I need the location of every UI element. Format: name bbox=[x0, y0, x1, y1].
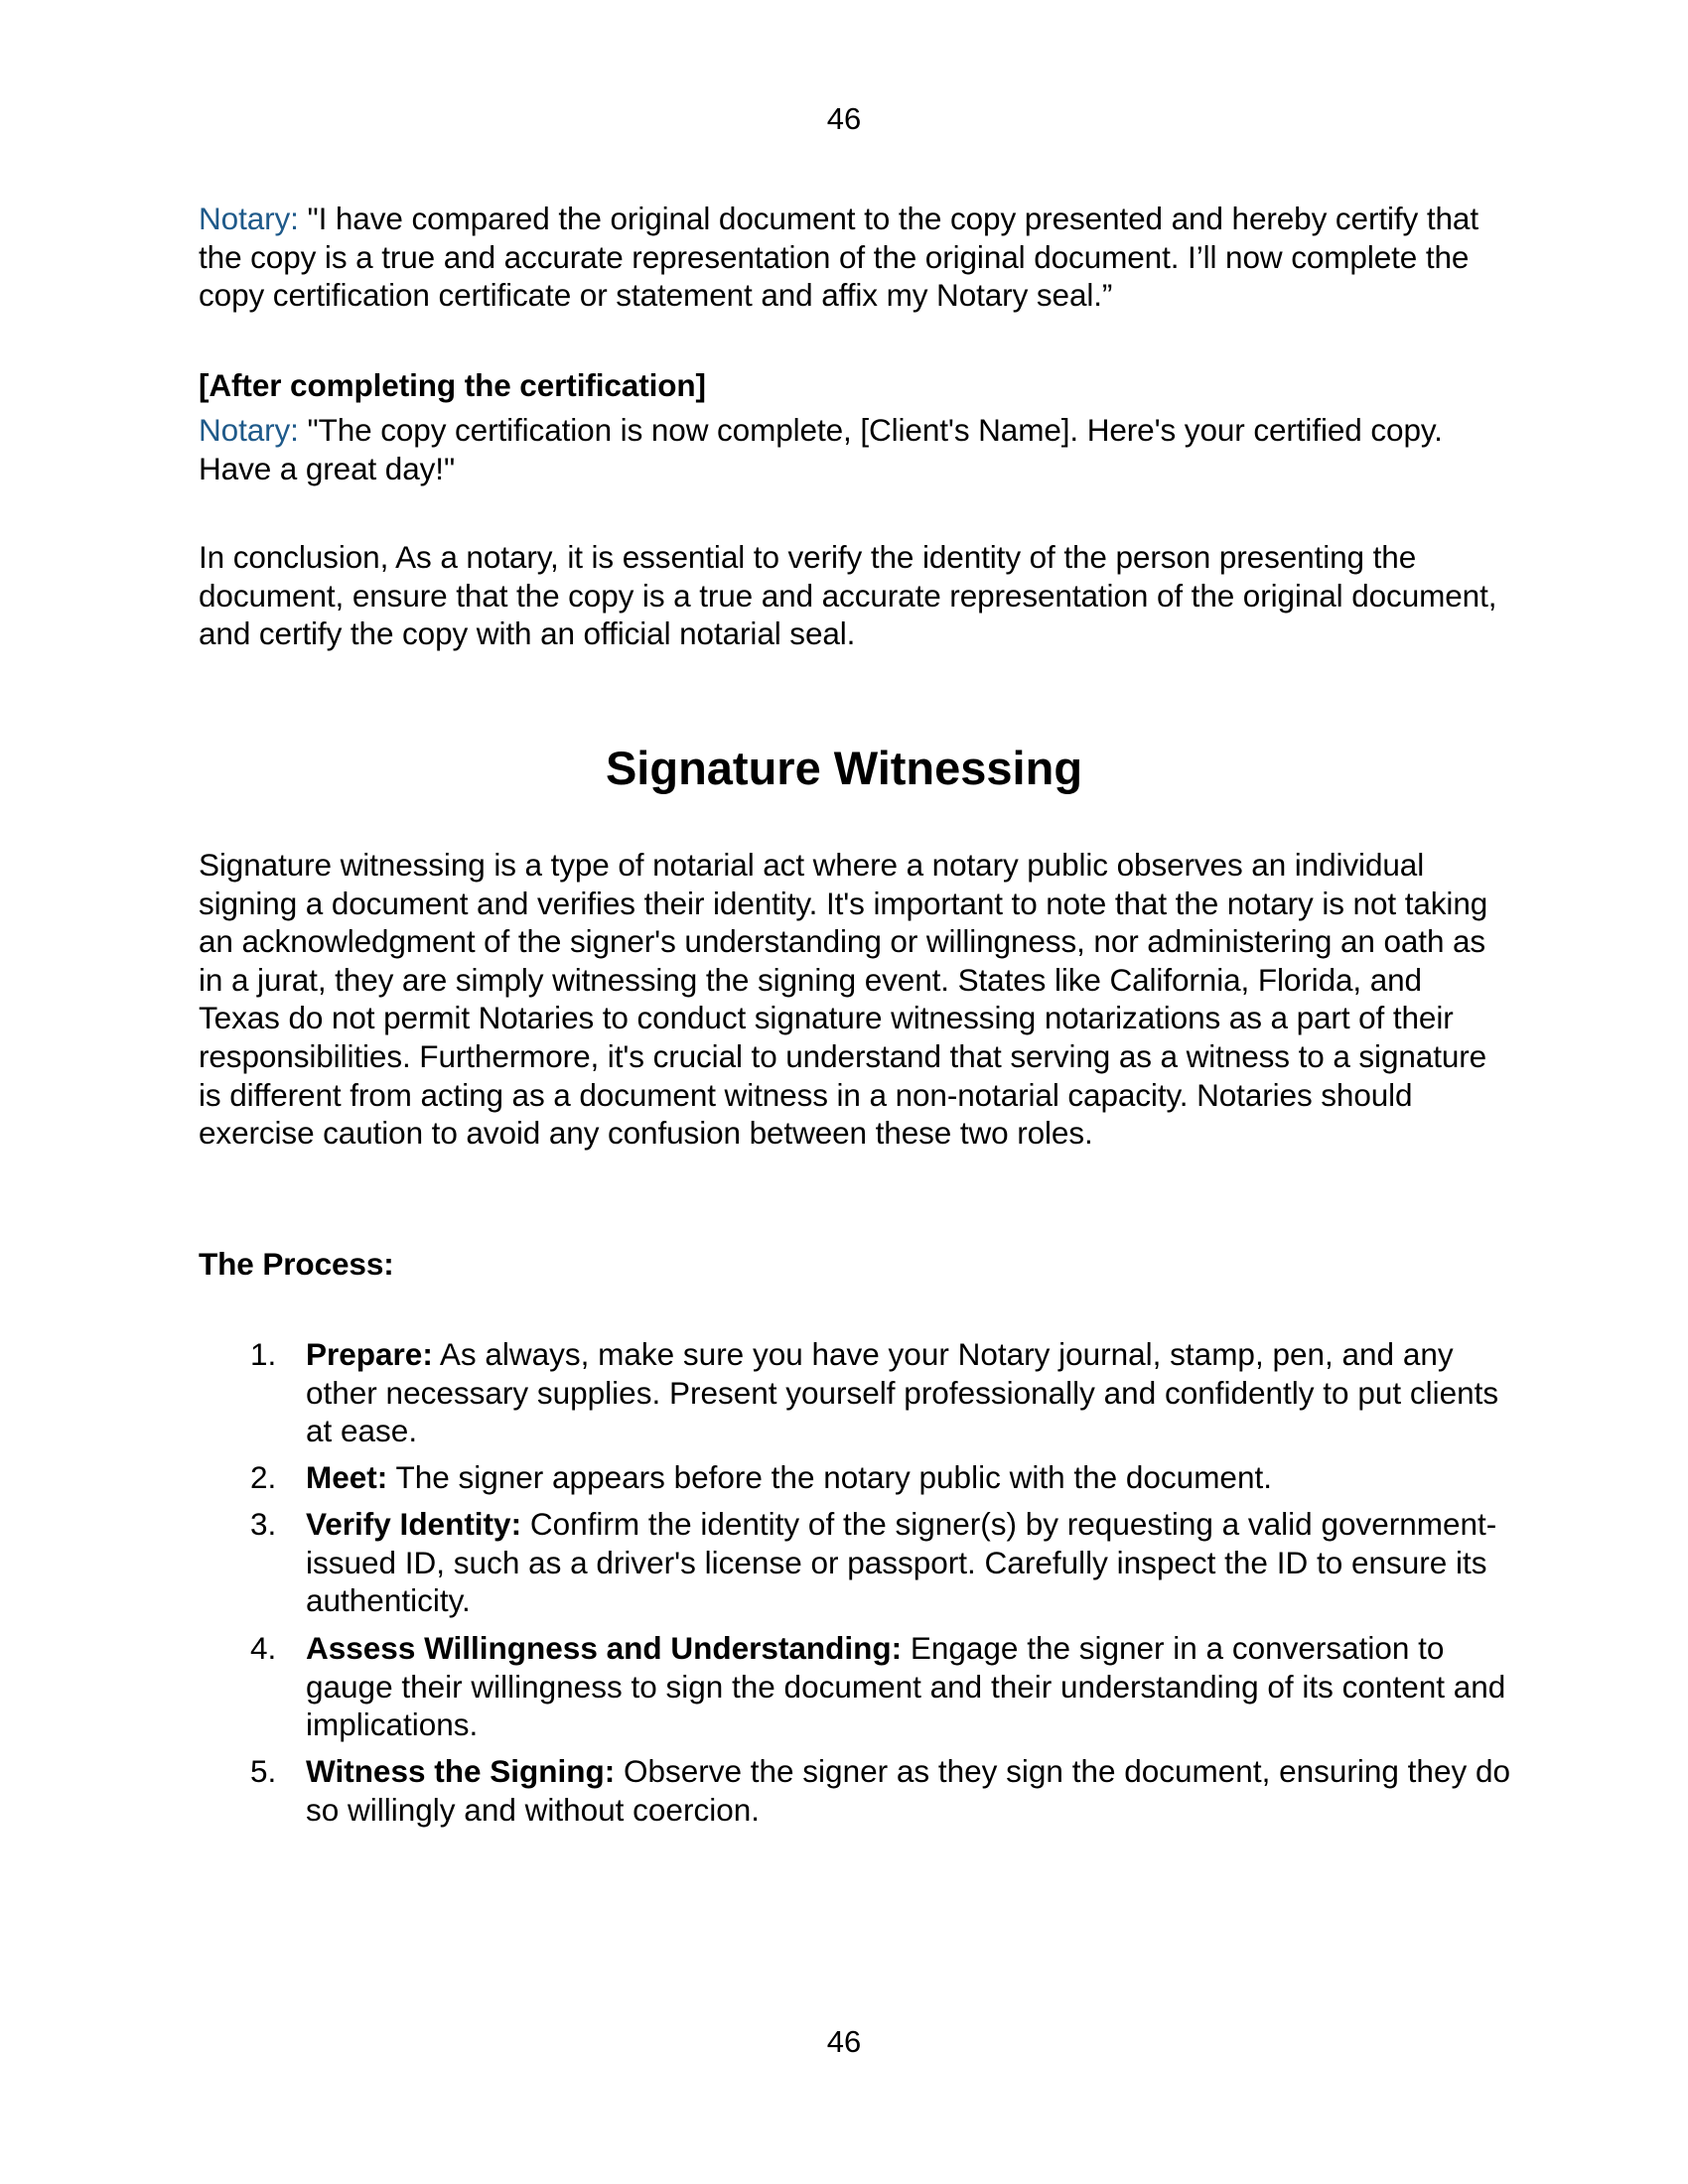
list-item-body: Engage the signer in a conversation to gauge their willingness to sign the document and their understanding of its content and implications. bbox=[306, 1630, 1506, 1743]
list-item-body: The signer appears before the notary public with the document. bbox=[387, 1459, 1272, 1495]
list-item-body: Observe the signer as they sign the document, ensuring they do so willingly and without coercion. bbox=[306, 1753, 1510, 1828]
list-item-number: 3. bbox=[250, 1506, 277, 1542]
list-item-number: 1. bbox=[250, 1336, 277, 1372]
list-item-number: 4. bbox=[250, 1630, 277, 1666]
page-number-bottom: 46 bbox=[826, 2024, 862, 2059]
list-item-title: Prepare: bbox=[306, 1336, 433, 1372]
list-item-body: As always, make sure you have your Notary journal, stamp, pen, and any other necessary supplies. Present yourself professionally and confidently to put clients at ease. bbox=[306, 1336, 1499, 1449]
dialogue-paragraph-2 bbox=[199, 411, 1509, 487]
list-item-title: Assess Willingness and Understanding: bbox=[306, 1630, 903, 1666]
speaker-label: Notary: bbox=[199, 412, 299, 448]
list-item-title: Meet: bbox=[306, 1459, 388, 1495]
list-item-title: Witness the Signing: bbox=[306, 1753, 616, 1789]
list-item-text bbox=[306, 1505, 1529, 1620]
page-number-top: 46 bbox=[826, 101, 862, 136]
stage-direction: [After completing the certification] bbox=[199, 367, 706, 403]
dialogue-paragraph-1 bbox=[199, 200, 1509, 315]
list-item-title: Verify Identity: bbox=[306, 1506, 522, 1542]
list-item-text bbox=[306, 1752, 1529, 1829]
list-item-text bbox=[306, 1458, 1529, 1497]
section-heading: Signature Witnessing bbox=[605, 742, 1083, 794]
dialogue-text: "The copy certification is now complete, [Client's Name]. Here's your certified copy. Have a great day!" bbox=[199, 412, 1443, 486]
list-item-body: Confirm the identity of the signer(s) by requesting a valid government-issued ID, such as a driver's license or passport. Carefully inspect the ID to ensure its authenticity. bbox=[306, 1506, 1497, 1619]
list-item-number: 2. bbox=[250, 1459, 277, 1495]
list-item-number: 5. bbox=[250, 1753, 277, 1789]
dialogue-text: "I have compared the original document to the copy presented and hereby certify that the copy is a true and accurate representation of the original document. I’ll now complete the copy certification certificate or statement and affix my Notary seal.” bbox=[199, 201, 1478, 314]
process-heading: The Process: bbox=[199, 1246, 394, 1282]
speaker-label: Notary: bbox=[199, 201, 299, 236]
list-item-text bbox=[306, 1629, 1529, 1744]
section-intro-paragraph: Signature witnessing is a type of notarial act where a notary public observes an individual signing a document and verifies their identity. It's important to note that the notary is not taking an acknowledgment of the signer's understanding or willingness, nor administering an oath as in a jurat, they are simply witnessing the signing event. States like California, Florida, and Texas do not permit Notaries to conduct signature witnessing notarizations as a part of their responsibilities. Furthermore, it's crucial to understand that serving as a witness to a signature is different from acting as a document witness in a non-notarial capacity. Notaries should exercise caution to avoid any confusion between these two roles. bbox=[199, 847, 1488, 1152]
list-item-text bbox=[306, 1335, 1529, 1450]
conclusion-paragraph: In conclusion, As a notary, it is essential to verify the identity of the person presenting the document, ensure that the copy is a true and accurate representation of the original document, and certify the copy with an official notarial seal. bbox=[199, 539, 1497, 652]
